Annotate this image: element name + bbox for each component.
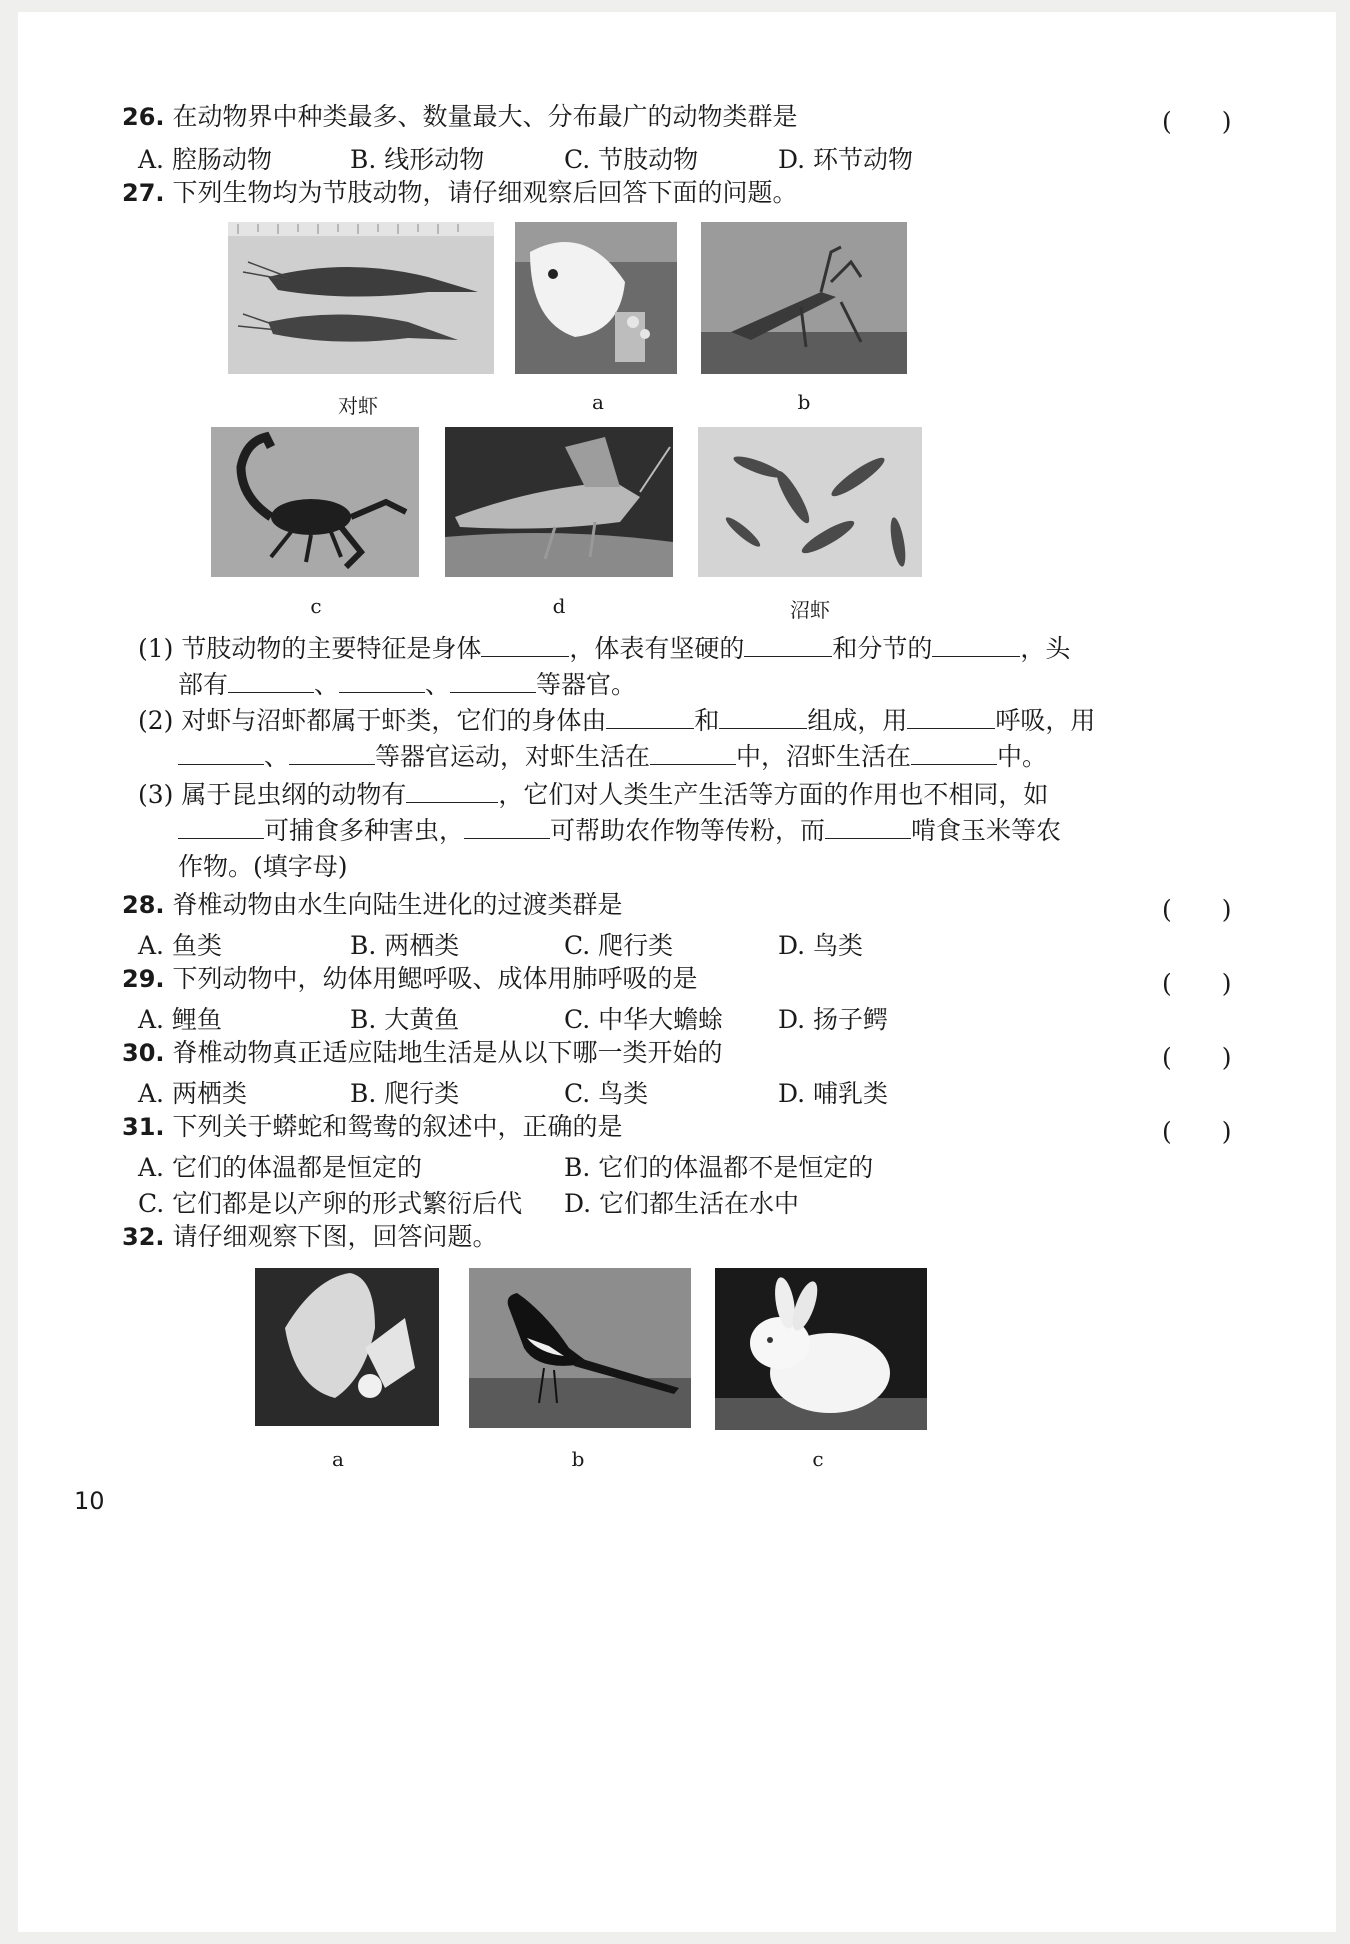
answer-blank[interactable] <box>228 668 314 693</box>
answer-blank[interactable] <box>450 668 536 693</box>
answer-blank[interactable] <box>911 740 997 765</box>
q26-option-b: B. 线形动物 <box>350 145 485 174</box>
answer-blank[interactable] <box>932 632 1020 657</box>
q27-text: 下列生物均为节肢动物，请仔细观察后回答下面的问题。 <box>172 178 798 207</box>
mantis-photo-b <box>701 222 907 374</box>
q27-part2-line1 <box>138 704 1095 736</box>
q27-p2-text-c: 组成，用 <box>807 706 908 735</box>
q27-part2-line2 <box>178 740 1047 772</box>
answer-blank[interactable] <box>406 778 498 803</box>
q27-part3-line1 <box>138 778 1048 810</box>
q29-answer-bracket: ( ) <box>1162 969 1232 998</box>
answer-blank[interactable] <box>744 632 832 657</box>
q27-p3-text-c: 可捕食多种害虫， <box>264 816 465 845</box>
caption-a: a <box>332 1447 344 1471</box>
caption-b: b <box>571 1447 585 1471</box>
answer-blank[interactable] <box>339 668 425 693</box>
q27-p1-text-c: 和分节的 <box>832 634 933 663</box>
page-number: 10 <box>74 1487 105 1515</box>
answer-blank[interactable] <box>178 814 264 839</box>
q27-p2-text-f: 中，沼虾生活在 <box>736 742 912 771</box>
scorpion-photo-c <box>211 427 419 577</box>
q27-p1-text-d: ，头 <box>1020 634 1071 663</box>
q29-number: 29. <box>122 965 165 993</box>
q27-part3-line3: 作物。(填字母) <box>178 852 348 881</box>
q30-text: 脊椎动物真正适应陆地生活是从以下哪一类开始的 <box>172 1038 723 1067</box>
q28-text: 脊椎动物由水生向陆生进化的过渡类群是 <box>172 890 623 919</box>
q30-number: 30. <box>122 1039 165 1067</box>
q27-p1-text-b: ，体表有坚硬的 <box>569 634 745 663</box>
q28-number: 28. <box>122 891 165 919</box>
q27-p3-text-e: 啃食玉米等农 <box>911 816 1062 845</box>
q29-option-a: A. 鲤鱼 <box>138 1005 222 1034</box>
prawn-photo <box>228 222 494 374</box>
q32-text: 请仔细观察下图，回答问题。 <box>172 1222 498 1251</box>
q26-option-a: A. 腔肠动物 <box>138 145 272 174</box>
q27-number: 27. <box>122 179 165 207</box>
q31-number: 31. <box>122 1113 165 1141</box>
q28-option-a: A. 鱼类 <box>138 931 222 960</box>
q30-answer-bracket: ( ) <box>1162 1043 1232 1072</box>
q27-part1-line2 <box>178 668 636 700</box>
caption-c: c <box>812 1447 824 1471</box>
q26-option-d: D. 环节动物 <box>778 145 914 174</box>
separator: 、 <box>425 670 451 699</box>
q28-stem <box>122 890 622 920</box>
caption-c: c <box>310 594 322 618</box>
q29-text: 下列动物中，幼体用鳃呼吸、成体用肺呼吸的是 <box>172 964 698 993</box>
caption-b: b <box>797 390 811 414</box>
magpie-photo-b <box>469 1268 691 1428</box>
q28-option-b: B. 两栖类 <box>350 931 460 960</box>
answer-blank[interactable] <box>606 704 694 729</box>
caption-river-shrimp: 沼虾 <box>790 598 830 622</box>
q26-number: 26. <box>122 103 165 131</box>
q27-p2-text-a: (2) 对虾与沼虾都属于虾类，它们的身体由 <box>138 706 607 735</box>
q31-answer-bracket: ( ) <box>1162 1117 1232 1146</box>
q27-p1-text-a: (1) 节肢动物的主要特征是身体 <box>138 634 482 663</box>
q31-option-b: B. 它们的体温都不是恒定的 <box>564 1153 874 1182</box>
q27-p2-text-d: 呼吸，用 <box>995 706 1096 735</box>
grasshopper-photo-d <box>445 427 673 577</box>
q27-p2-text-e: 等器官运动，对虾生活在 <box>375 742 651 771</box>
q30-stem <box>122 1038 722 1068</box>
bat-photo-a <box>255 1268 439 1426</box>
answer-blank[interactable] <box>825 814 911 839</box>
q27-stem <box>122 178 797 208</box>
answer-blank[interactable] <box>907 704 995 729</box>
q28-option-d: D. 鸟类 <box>778 931 864 960</box>
answer-blank[interactable] <box>464 814 550 839</box>
caption-d: d <box>552 594 566 618</box>
q27-p1-text-f: 等器官。 <box>536 670 637 699</box>
q31-option-a: A. 它们的体温都是恒定的 <box>138 1153 422 1182</box>
q29-stem <box>122 964 697 994</box>
q26-answer-bracket: ( ) <box>1162 107 1232 136</box>
q27-p1-text-e: 部有 <box>178 670 229 699</box>
answer-blank[interactable] <box>650 740 736 765</box>
q30-option-c: C. 鸟类 <box>564 1079 649 1108</box>
q31-text: 下列关于蟒蛇和鸳鸯的叙述中，正确的是 <box>172 1112 623 1141</box>
caption-prawn: 对虾 <box>338 394 378 418</box>
answer-blank[interactable] <box>481 632 569 657</box>
q28-answer-bracket: ( ) <box>1162 895 1232 924</box>
q27-p3-text-b: ，它们对人类生产生活等方面的作用也不相同，如 <box>498 780 1049 809</box>
worksheet-page <box>18 12 1336 1932</box>
q26-option-c: C. 节肢动物 <box>564 145 699 174</box>
q27-p2-text-g: 中。 <box>997 742 1048 771</box>
separator: 、 <box>314 670 340 699</box>
answer-blank[interactable] <box>719 704 807 729</box>
q26-text: 在动物界中种类最多、数量最大、分布最广的动物类群是 <box>172 102 798 131</box>
q29-option-d: D. 扬子鳄 <box>778 1005 889 1034</box>
answer-blank[interactable] <box>178 740 264 765</box>
q32-stem <box>122 1222 497 1252</box>
q30-option-b: B. 爬行类 <box>350 1079 460 1108</box>
rabbit-photo-c <box>715 1268 927 1430</box>
q32-number: 32. <box>122 1223 165 1251</box>
butterfly-photo-a <box>515 222 677 374</box>
q27-part3-line2 <box>178 814 1061 846</box>
q27-p3-text-a: (3) 属于昆虫纲的动物有 <box>138 780 407 809</box>
q30-option-d: D. 哺乳类 <box>778 1079 889 1108</box>
q31-stem <box>122 1112 622 1142</box>
q27-p3-text-d: 可帮助农作物等传粉，而 <box>550 816 826 845</box>
q29-option-c: C. 中华大蟾蜍 <box>564 1005 724 1034</box>
q26-stem <box>122 102 797 132</box>
q27-p2-text-b: 和 <box>694 706 720 735</box>
q31-option-d: D. 它们都生活在水中 <box>564 1189 800 1218</box>
caption-a: a <box>592 390 604 414</box>
river-shrimp-photo <box>698 427 922 577</box>
q31-option-c: C. 它们都是以产卵的形式繁衍后代 <box>138 1189 523 1218</box>
q29-option-b: B. 大黄鱼 <box>350 1005 460 1034</box>
q30-option-a: A. 两栖类 <box>138 1079 247 1108</box>
separator: 、 <box>264 742 290 771</box>
q27-part1-line1 <box>138 632 1070 664</box>
q28-option-c: C. 爬行类 <box>564 931 674 960</box>
answer-blank[interactable] <box>289 740 375 765</box>
